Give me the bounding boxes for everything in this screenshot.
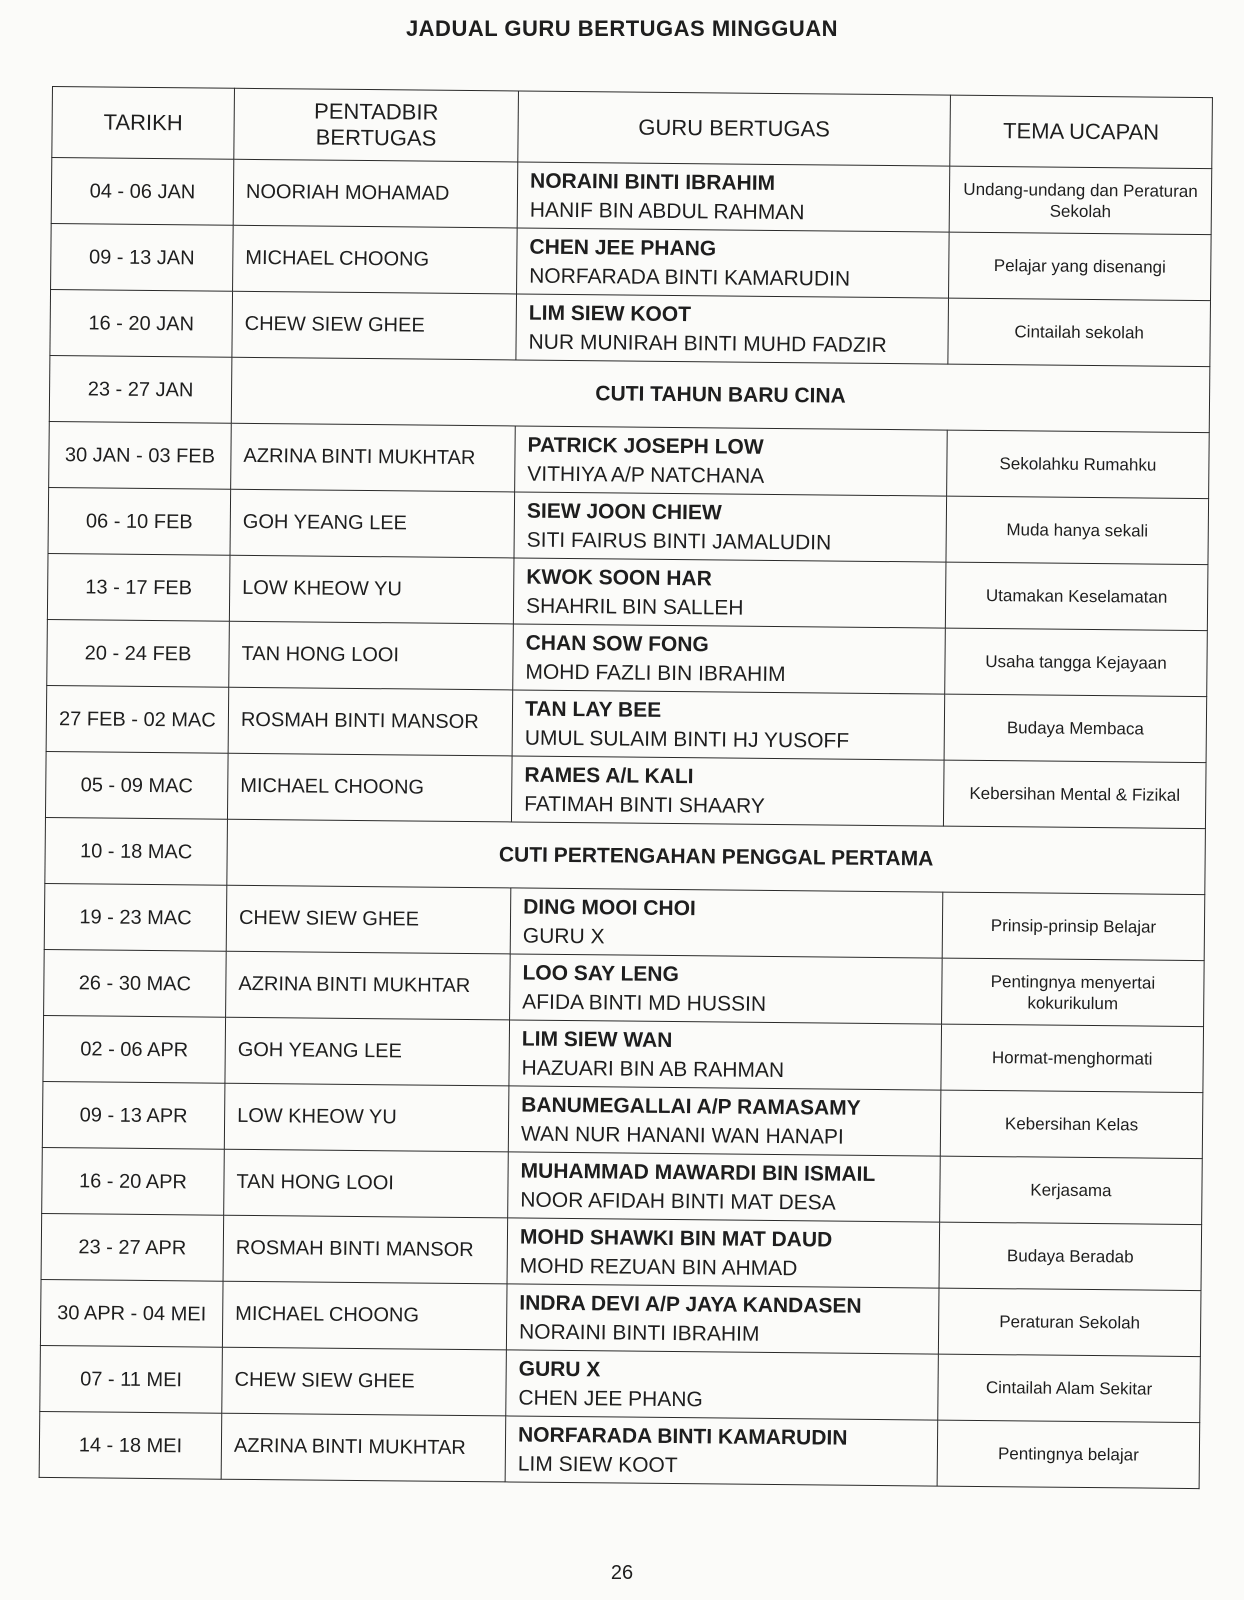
secondary-teacher: GURU X [522, 924, 605, 948]
date-cell: 30 APR - 04 MEI [40, 1279, 223, 1347]
admin-cell: AZRINA BINTI MUKHTAR [231, 423, 516, 492]
admin-cell: ROSMAH BINTI MANSOR [228, 687, 513, 756]
date-cell: 07 - 11 MEI [40, 1345, 223, 1413]
primary-teacher: LIM SIEW KOOT [528, 301, 692, 326]
table-header-row [52, 87, 1213, 169]
secondary-teacher: VITHIYA A/P NATCHANA [527, 462, 765, 488]
teachers-cell [508, 1086, 941, 1156]
teachers-cell [517, 162, 950, 232]
theme-cell: Cintailah sekolah [948, 298, 1211, 367]
theme-cell: Hormat-menghormati [941, 1024, 1204, 1093]
date-cell: 23 - 27 JAN [49, 355, 232, 423]
primary-teacher: MOHD SHAWKI BIN MAT DAUD [519, 1225, 833, 1252]
theme-cell: Cintailah Alam Sekitar [938, 1354, 1201, 1423]
header-date: TARIKH [52, 87, 235, 160]
primary-teacher: SIEW JOON CHIEW [526, 499, 722, 524]
admin-cell: CHEW SIEW GHEE [222, 1347, 507, 1416]
date-cell: 20 - 24 FEB [47, 619, 230, 687]
date-cell: 09 - 13 JAN [51, 223, 234, 291]
date-cell: 23 - 27 APR [41, 1213, 224, 1281]
table-row [47, 619, 1208, 696]
theme-cell: Budaya Beradab [939, 1222, 1202, 1291]
teachers-cell [510, 954, 943, 1024]
holiday-cell: CUTI PERTENGAHAN PENGGAL PERTAMA [227, 819, 1206, 894]
table-row [42, 1147, 1203, 1224]
teachers-cell [506, 1284, 939, 1354]
date-cell: 10 - 18 MAC [45, 817, 228, 885]
admin-cell: LOW KHEOW YU [229, 555, 514, 624]
primary-teacher: BANUMEGALLAI A/P RAMASAMY [521, 1093, 861, 1120]
primary-teacher: MUHAMMAD MAWARDI BIN ISMAIL [520, 1159, 876, 1186]
primary-teacher: LOO SAY LENG [522, 961, 679, 986]
date-cell: 13 - 17 FEB [47, 553, 230, 621]
primary-teacher: INDRA DEVI A/P JAYA KANDASEN [519, 1291, 862, 1318]
admin-cell: GOH YEANG LEE [230, 489, 515, 558]
admin-cell: MICHAEL CHOONG [227, 753, 512, 822]
admin-cell: MICHAEL CHOONG [222, 1281, 507, 1350]
theme-cell: Pentingnya belajar [937, 1420, 1200, 1489]
secondary-teacher: HANIF BIN ABDUL RAHMAN [529, 198, 805, 224]
table-row [40, 1345, 1201, 1422]
secondary-teacher: NORFARADA BINTI KAMARUDIN [529, 264, 851, 291]
table-row [51, 223, 1212, 300]
date-cell: 14 - 18 MEI [39, 1411, 222, 1479]
date-cell: 19 - 23 MAC [44, 883, 227, 951]
date-cell: 02 - 06 APR [43, 1015, 226, 1083]
teachers-cell [512, 690, 945, 760]
primary-teacher: NORFARADA BINTI KAMARUDIN [517, 1423, 848, 1450]
primary-teacher: CHEN JEE PHANG [529, 235, 717, 260]
date-cell: 09 - 13 APR [42, 1081, 225, 1149]
secondary-teacher: MOHD FAZLI BIN IBRAHIM [525, 660, 786, 686]
teachers-cell [513, 558, 946, 628]
table-row [47, 553, 1208, 630]
primary-teacher: LIM SIEW WAN [521, 1027, 673, 1052]
admin-cell: TAN HONG LOOI [229, 621, 514, 690]
primary-teacher: KWOK SOON HAR [526, 565, 712, 590]
admin-cell: AZRINA BINTI MUKHTAR [226, 951, 511, 1020]
theme-cell: Budaya Membaca [944, 694, 1207, 763]
duty-roster-table [39, 86, 1213, 1489]
date-cell: 27 FEB - 02 MAC [46, 685, 229, 753]
page-title: JADUAL GURU BERTUGAS MINGGUAN [405, 16, 839, 41]
theme-cell: Kebersihan Kelas [940, 1090, 1203, 1159]
theme-cell: Muda hanya sekali [946, 496, 1209, 565]
secondary-teacher: FATIMAH BINTI SHAARY [524, 792, 765, 818]
theme-cell: Pelajar yang disenangi [949, 232, 1212, 301]
primary-teacher: GURU X [518, 1357, 601, 1381]
theme-cell: Utamakan Keselamatan [945, 562, 1208, 631]
header-admin: PENTADBIR BERTUGAS [234, 88, 519, 162]
primary-teacher: RAMES A/L KALI [524, 763, 694, 788]
secondary-teacher: AFIDA BINTI MD HUSSIN [522, 990, 767, 1016]
teachers-cell [513, 624, 946, 694]
secondary-teacher: SHAHRIL BIN SALLEH [525, 594, 744, 620]
teachers-cell [511, 756, 944, 826]
secondary-teacher: MOHD REZUAN BIN AHMAD [519, 1254, 798, 1280]
table-row [44, 883, 1205, 960]
table-row [46, 685, 1207, 762]
primary-teacher: CHAN SOW FONG [525, 631, 709, 656]
table-row [41, 1213, 1202, 1290]
table-row [44, 949, 1205, 1026]
admin-cell: ROSMAH BINTI MANSOR [223, 1215, 508, 1284]
table-body [39, 158, 1212, 1489]
theme-cell: Prinsip-prinsip Belajar [942, 892, 1205, 961]
table-row [50, 289, 1211, 366]
theme-cell: Peraturan Sekolah [938, 1288, 1201, 1357]
admin-cell: NOORIAH MOHAMAD [233, 159, 518, 228]
page-number: 26 [610, 1562, 634, 1584]
admin-cell: LOW KHEOW YU [224, 1083, 509, 1152]
table-row [45, 817, 1206, 894]
theme-cell: Kebersihan Mental & Fizikal [943, 760, 1206, 829]
secondary-teacher: NUR MUNIRAH BINTI MUHD FADZIR [528, 330, 887, 357]
secondary-teacher: NORAINI BINTI IBRAHIM [518, 1320, 760, 1346]
table-row [40, 1279, 1201, 1356]
date-cell: 30 JAN - 03 FEB [49, 421, 232, 489]
secondary-teacher: CHEN JEE PHANG [518, 1386, 703, 1411]
secondary-teacher: LIM SIEW KOOT [517, 1452, 678, 1477]
primary-teacher: PATRICK JOSEPH LOW [527, 433, 764, 459]
teachers-cell [507, 1218, 940, 1288]
admin-cell: AZRINA BINTI MUKHTAR [221, 1413, 506, 1482]
teachers-cell [514, 492, 947, 562]
duty-roster-table-wrapper [39, 86, 1212, 1489]
date-cell: 26 - 30 MAC [44, 949, 227, 1017]
table-row [42, 1081, 1203, 1158]
teachers-cell [517, 228, 950, 298]
secondary-teacher: HAZUARI BIN AB RAHMAN [521, 1056, 785, 1082]
header-theme: TEMA UCAPAN [950, 95, 1213, 169]
admin-cell: CHEW SIEW GHEE [226, 885, 511, 954]
date-cell: 16 - 20 JAN [50, 289, 233, 357]
secondary-teacher: NOOR AFIDAH BINTI MAT DESA [520, 1188, 836, 1215]
teachers-cell [505, 1416, 938, 1486]
theme-cell: Pentingnya menyertai kokurikulum [942, 958, 1205, 1027]
teachers-cell [515, 426, 948, 496]
date-cell: 06 - 10 FEB [48, 487, 231, 555]
table-row [45, 751, 1206, 828]
header-teachers: GURU BERTUGAS [518, 91, 951, 166]
teachers-cell [510, 888, 943, 958]
admin-cell: CHEW SIEW GHEE [232, 291, 517, 360]
primary-teacher: NORAINI BINTI IBRAHIM [530, 169, 776, 195]
date-cell: 05 - 09 MAC [45, 751, 228, 819]
table-row [48, 487, 1209, 564]
primary-teacher: DING MOOI CHOI [523, 895, 696, 920]
admin-cell: GOH YEANG LEE [225, 1017, 510, 1086]
teachers-cell [506, 1350, 939, 1420]
holiday-cell: CUTI TAHUN BARU CINA [231, 357, 1210, 432]
theme-cell: Undang-undang dan Peraturan Sekolah [949, 166, 1212, 235]
table-row [49, 355, 1210, 432]
table-row [43, 1015, 1204, 1092]
admin-cell: TAN HONG LOOI [224, 1149, 509, 1218]
admin-cell: MICHAEL CHOONG [233, 225, 518, 294]
secondary-teacher: WAN NUR HANANI WAN HANAPI [520, 1122, 844, 1149]
theme-cell: Sekolahku Rumahku [947, 430, 1210, 499]
primary-teacher: TAN LAY BEE [524, 697, 662, 722]
secondary-teacher: UMUL SULAIM BINTI HJ YUSOFF [524, 726, 850, 753]
theme-cell: Kerjasama [940, 1156, 1203, 1225]
secondary-teacher: SITI FAIRUS BINTI JAMALUDIN [526, 528, 832, 555]
theme-cell: Usaha tangga Kejayaan [945, 628, 1208, 697]
teachers-cell [509, 1020, 942, 1090]
date-cell: 16 - 20 APR [42, 1147, 225, 1215]
date-cell: 04 - 06 JAN [51, 158, 234, 226]
teachers-cell [516, 294, 949, 364]
table-row [51, 158, 1212, 235]
table-row [39, 1411, 1200, 1488]
table-row [49, 421, 1210, 498]
teachers-cell [508, 1152, 941, 1222]
